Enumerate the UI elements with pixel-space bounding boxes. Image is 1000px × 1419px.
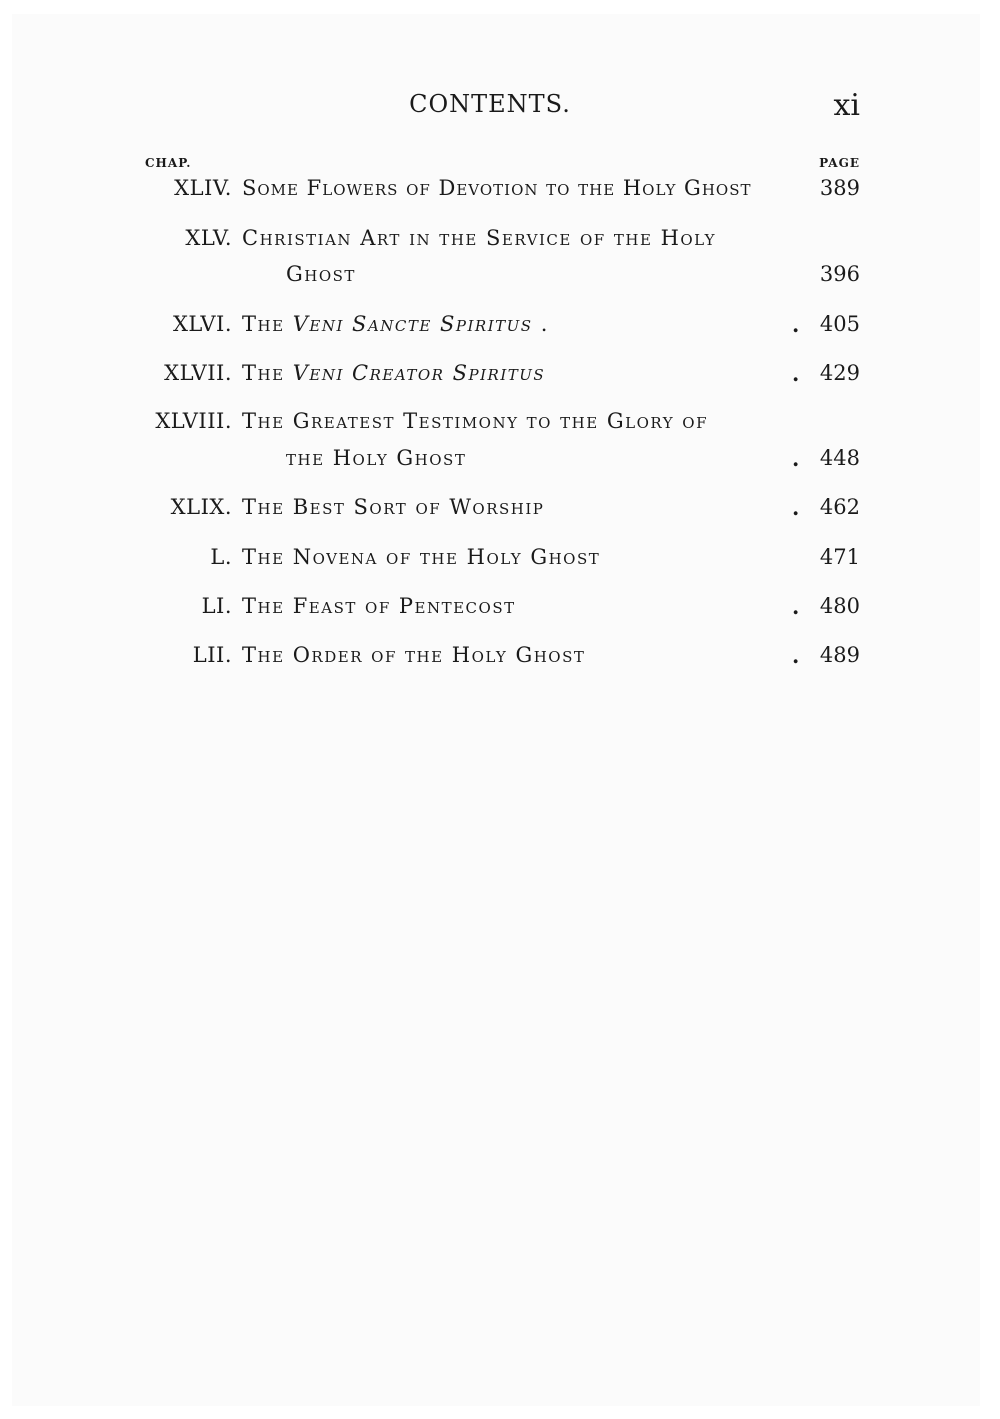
- page-ref: 389: [819, 176, 860, 200]
- page-ref: 396: [819, 262, 860, 286]
- chap-column-label: CHAP.: [145, 156, 192, 170]
- page-ref: 480: [819, 594, 860, 618]
- chapter-number: XLVI.: [172, 312, 232, 336]
- chapter-title: Christian Art in the Service of the Holy: [242, 226, 717, 250]
- page-ref: 489: [819, 643, 860, 667]
- chapter-number: LI.: [201, 594, 232, 618]
- chapter-title: [242, 361, 802, 385]
- leader-dot: .: [792, 361, 800, 386]
- title-italic: Veni Sancte Spiritus: [292, 312, 533, 336]
- chapter-number: XLVII.: [164, 361, 232, 385]
- chapter-number: XLV.: [185, 226, 232, 250]
- page-ref: 462: [819, 495, 860, 519]
- page-ref: 405: [819, 312, 860, 336]
- chapter-number: L.: [210, 545, 232, 569]
- chapter-title: Some Flowers of Devotion to the Holy Ghost: [242, 176, 752, 200]
- page-column-label: PAGE: [819, 156, 860, 170]
- leader-dot: .: [792, 643, 800, 668]
- chapter-title: The Order of the Holy Ghost: [242, 643, 586, 667]
- chapter-number: LII.: [192, 643, 232, 667]
- leader-dot: .: [792, 594, 800, 619]
- chapter-number: XLIX.: [170, 495, 232, 519]
- leader-dot: .: [792, 446, 800, 471]
- title-suffix: .: [532, 312, 549, 336]
- leader-dot: .: [792, 312, 800, 337]
- leader-dot: .: [792, 495, 800, 520]
- page-header: [0, 88, 1000, 128]
- chapter-title: The Greatest Testimony to the Glory of: [242, 409, 709, 433]
- page-number: xi: [833, 88, 860, 123]
- chapter-title: [242, 312, 802, 336]
- page-title: CONTENTS.: [409, 90, 571, 118]
- page-ref: 429: [819, 361, 860, 385]
- chapter-title-continued: Ghost: [286, 262, 356, 286]
- chapter-title: The Feast of Pentecost: [242, 594, 516, 618]
- chapter-title-continued: the Holy Ghost: [286, 446, 467, 470]
- page-ref: 448: [819, 446, 860, 470]
- column-labels: [0, 156, 1000, 174]
- chapter-number: XLVIII.: [155, 409, 232, 433]
- page-ref: 471: [819, 545, 860, 569]
- chapter-title: The Best Sort of Worship: [242, 495, 545, 519]
- title-italic: Veni Creator Spiritus: [292, 361, 546, 385]
- title-prefix: The: [242, 312, 293, 336]
- chapter-number: XLIV.: [174, 176, 232, 200]
- title-prefix: The: [242, 361, 293, 385]
- chapter-title: The Novena of the Holy Ghost: [242, 545, 601, 569]
- page-background: [12, 14, 980, 1406]
